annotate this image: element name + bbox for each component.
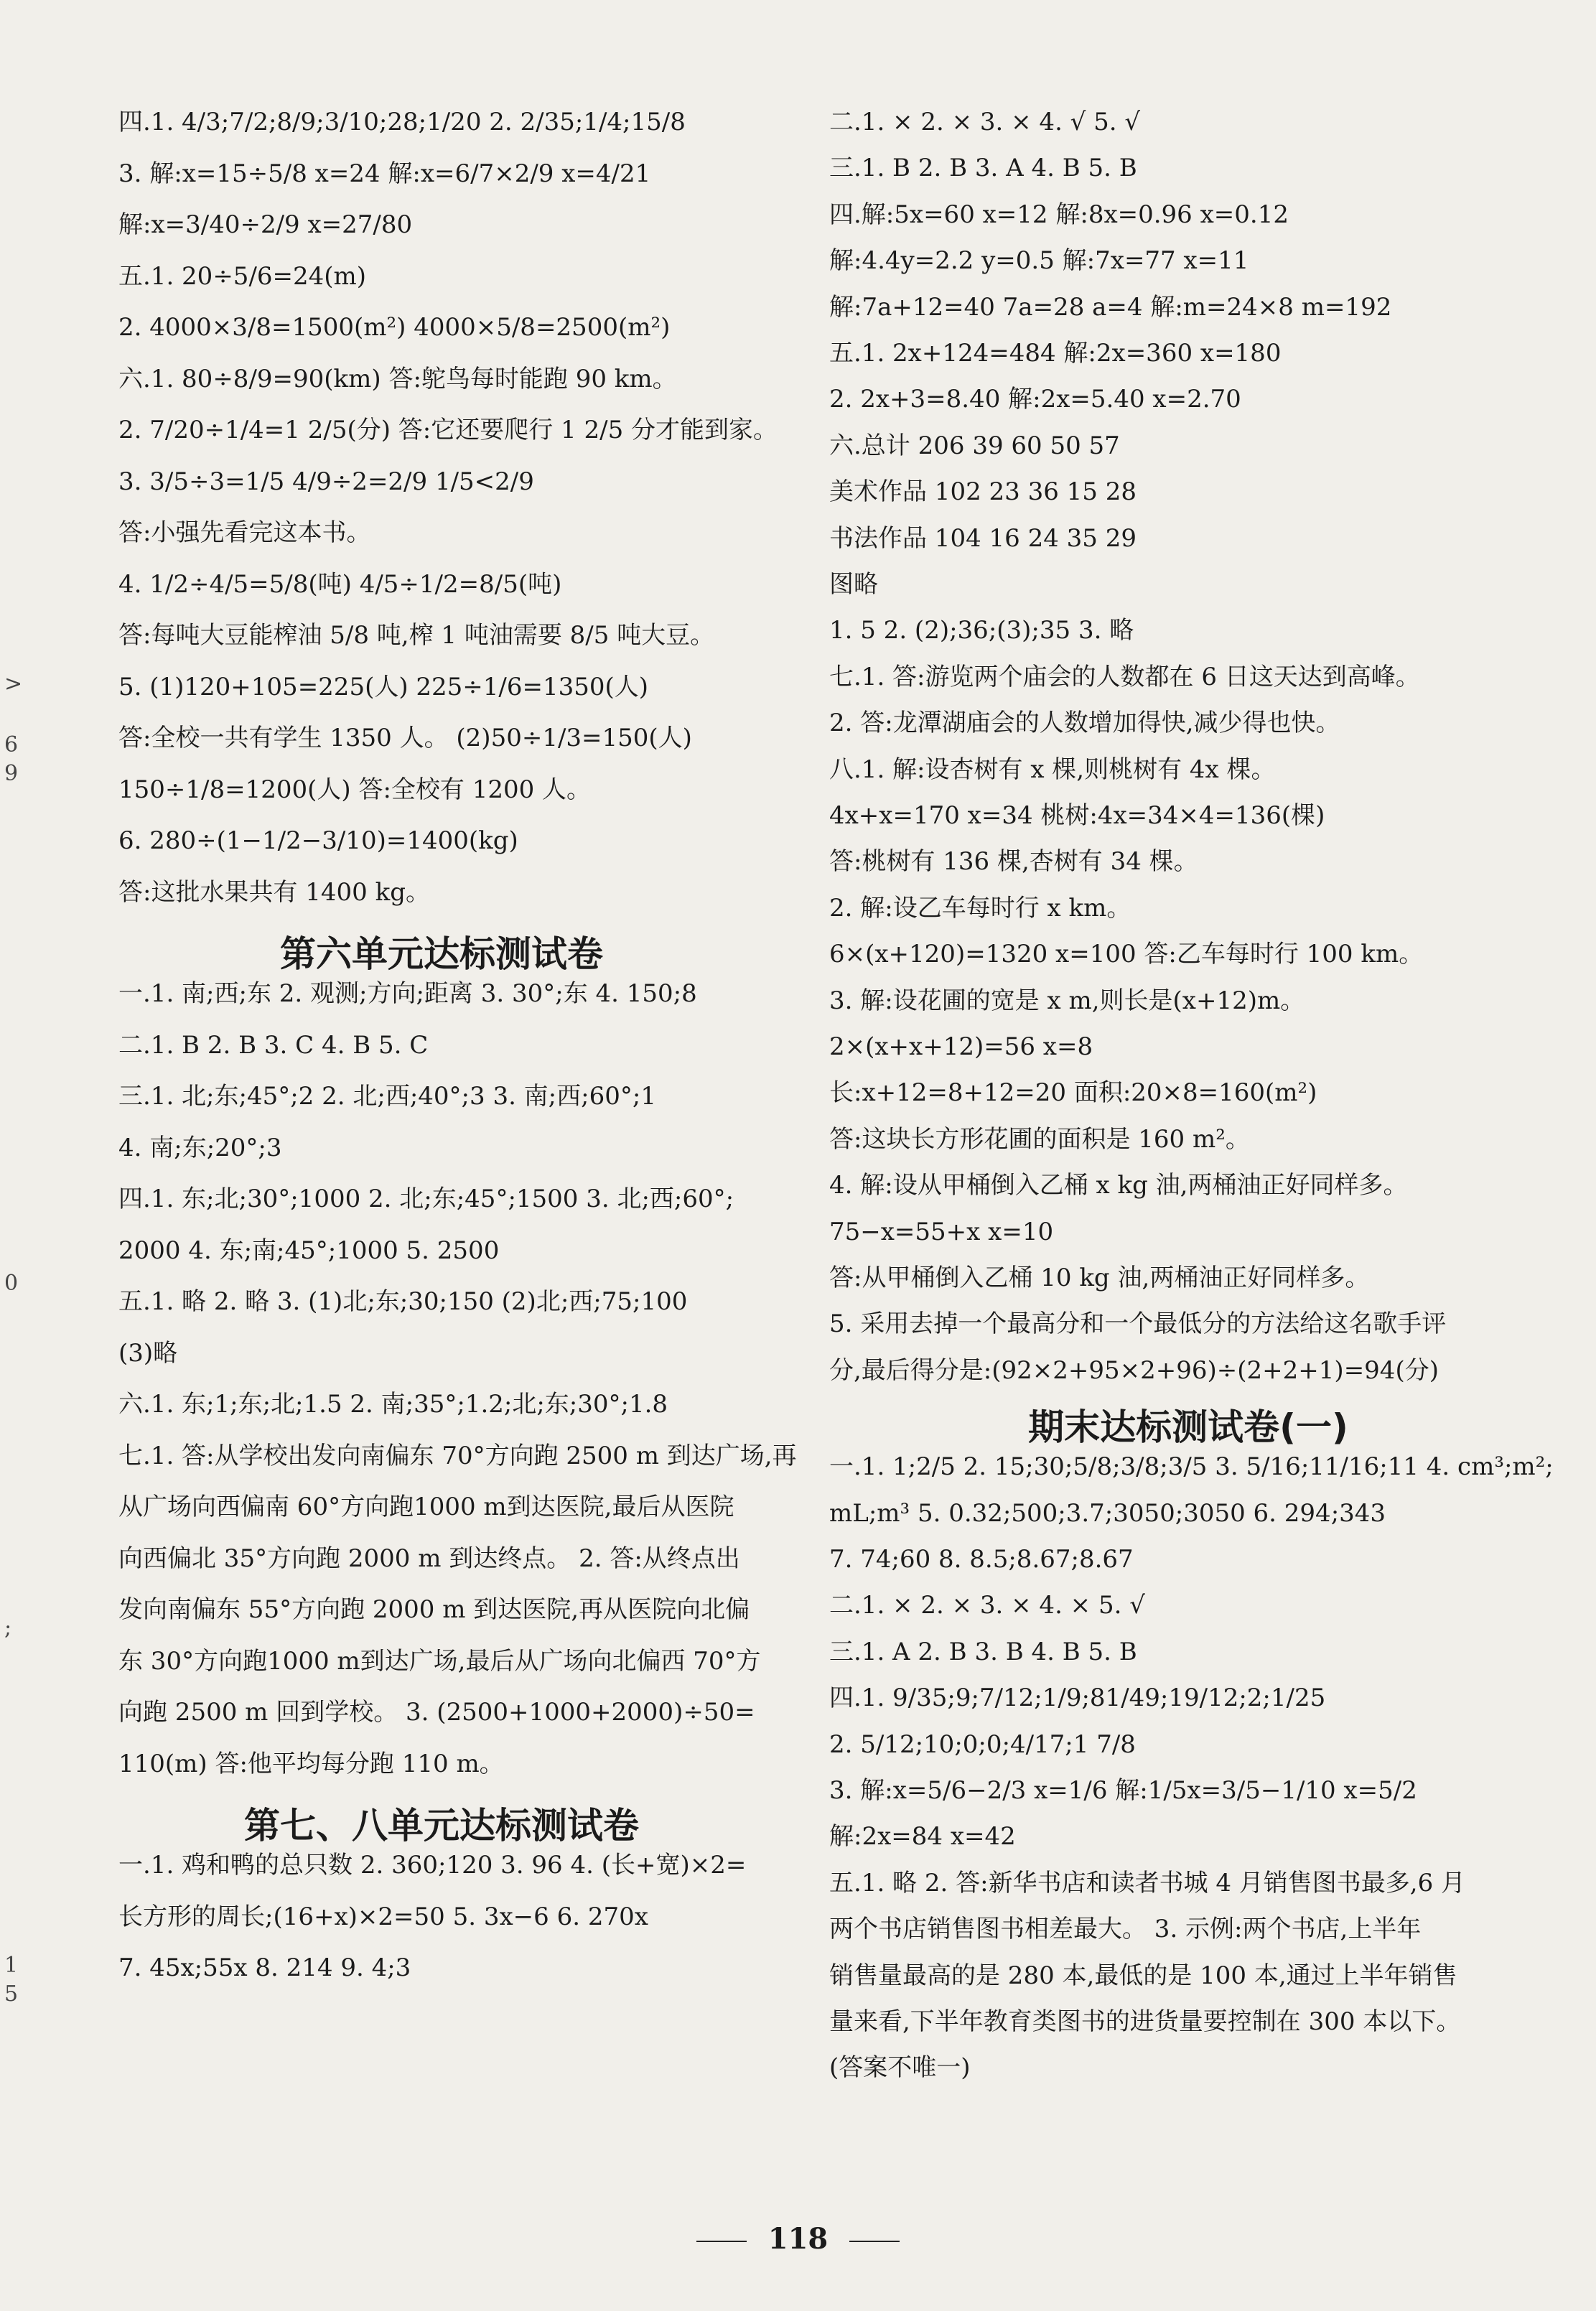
answer-line: 从广场向西偏南 60°方向跑1000 m到达医院,最后从医院 [118,1493,734,1521]
answer-line: 四.解:5x=60 x=12 解:8x=0.96 x=0.12 [829,200,1289,229]
answer-line: 八.1. 解:设杏树有 x 棵,则桃树有 4x 棵。 [829,755,1276,784]
answer-line: 2. 2x+3=8.40 解:2x=5.40 x=2.70 [829,385,1241,414]
margin-mark: ; [4,1615,12,1640]
answer-line: 图略 [829,570,878,599]
section-heading: 第六单元达标测试卷 [280,933,603,975]
answer-line: 三.1. B 2. B 3. A 4. B 5. B [829,154,1137,183]
dash-right [849,2241,900,2242]
answer-line: 4. 解:设从甲桶倒入乙桶 x kg 油,两桶油正好同样多。 [829,1171,1408,1200]
answer-line: 2. 7/20÷1/4=1 2/5(分) 答:它还要爬行 1 2/5 分才能到家。 [118,416,778,444]
answer-line: 5. (1)120+105=225(人) 225÷1/6=1350(人) [118,672,649,701]
answer-line: 3. 解:设花圃的宽是 x m,则长是(x+12)m。 [829,986,1305,1015]
answer-line: 书法作品 104 16 24 35 29 [829,523,1137,553]
answer-line: 一.1. 鸡和鸭的总只数 2. 360;120 3. 96 4. (长+宽)×2= [118,1851,747,1880]
answer-line: mL;m³ 5. 0.32;500;3.7;3050;3050 6. 294;343 [829,1498,1386,1528]
answer-line: 一.1. 南;西;东 2. 观测;方向;距离 3. 30°;东 4. 150;8 [118,979,697,1008]
answer-line: 五.1. 20÷5/6=24(m) [118,261,367,291]
answer-line: 向跑 2500 m 回到学校。 3. (2500+1000+2000)÷50= [118,1698,755,1727]
page-number-row [0,2222,1596,2256]
answer-line: 答:每吨大豆能榨油 5/8 吨,榨 1 吨油需要 8/5 吨大豆。 [118,621,715,650]
answer-line: 7. 45x;55x 8. 214 9. 4;3 [118,1953,411,1982]
answer-line: 解:x=3/40÷2/9 x=27/80 [118,210,413,239]
answer-line: 解:4.4y=2.2 y=0.5 解:7x=77 x=11 [829,246,1249,276]
dash-left [696,2241,747,2242]
answer-line: 七.1. 答:游览两个庙会的人数都在 6 日这天达到高峰。 [829,662,1420,691]
answer-line: 六.总计 206 39 60 50 57 [829,431,1120,460]
answer-line: 2. 4000×3/8=1500(m²) 4000×5/8=2500(m²) [118,313,671,342]
answer-line: 2. 5/12;10;0;0;4/17;1 7/8 [829,1729,1136,1759]
margin-mark: 6 [4,732,19,757]
answer-line: 四.1. 4/3;7/2;8/9;3/10;28;1/20 2. 2/35;1/4;15/8 [118,108,686,136]
answer-line: 二.1. × 2. × 3. × 4. × 5. √ [829,1591,1145,1620]
answer-line: 解:7a+12=40 7a=28 a=4 解:m=24×8 m=192 [829,292,1392,322]
answer-line: 2. 解:设乙车每时行 x km。 [829,893,1131,923]
section-heading: 期末达标测试卷(一) [1028,1406,1348,1449]
margin-mark: 5 [4,1981,19,2007]
answer-line: 五.1. 2x+124=484 解:2x=360 x=180 [829,339,1282,368]
margin-mark: > [4,671,23,696]
answer-line: 答:桃树有 136 棵,杏树有 34 棵。 [829,847,1198,877]
answer-line: 解:2x=84 x=42 [829,1822,1016,1852]
page-number: 118 [767,2222,829,2256]
answer-line: 发向南偏东 55°方向跑 2000 m 到达医院,再从医院向北偏 [118,1595,750,1624]
answer-line: 2×(x+x+12)=56 x=8 [829,1032,1093,1061]
answer-line: 4. 1/2÷4/5=5/8(吨) 4/5÷1/2=8/5(吨) [118,569,562,599]
margin-mark: 1 [4,1953,19,1978]
answer-line: 销售量最高的是 280 本,最低的是 100 本,通过上半年销售 [829,1961,1457,1990]
answer-line: 一.1. 1;2/5 2. 15;30;5/8;3/8;3/5 3. 5/16;11/16;11 4. cm³;m²; [829,1452,1554,1482]
section-heading: 第七、八单元达标测试卷 [244,1805,639,1847]
answer-line: 6. 280÷(1−1/2−3/10)=1400(kg) [118,826,518,855]
answer-line: 两个书店销售图书相差最大。 3. 示例:两个书店,上半年 [829,1915,1422,1944]
answer-line: 向西偏北 35°方向跑 2000 m 到达终点。 2. 答:从终点出 [118,1544,740,1573]
answer-line: 三.1. A 2. B 3. B 4. B 5. B [829,1637,1137,1666]
answer-line: 150÷1/8=1200(人) 答:全校有 1200 人。 [118,775,592,804]
answer-line: 五.1. 略 2. 答:新华书店和读者书城 4 月销售图书最多,6 月 [829,1868,1466,1897]
answer-line: 75−x=55+x x=10 [829,1217,1054,1246]
answer-line: 量来看,下半年教育类图书的进货量要控制在 300 本以下。 [829,2007,1461,2036]
answer-line: (3)略 [118,1338,178,1368]
answer-line: 答:小强先看完这本书。 [118,518,371,547]
answer-line: 四.1. 东;北;30°;1000 2. 北;东;45°;1500 3. 北;西;60°; [118,1185,734,1213]
answer-line: 4. 南;东;20°;3 [118,1133,282,1162]
answer-line: 2000 4. 东;南;45°;1000 5. 2500 [118,1236,500,1265]
answer-line: 长:x+12=8+12=20 面积:20×8=160(m²) [829,1078,1317,1108]
answer-line: 1. 5 2. (2);36;(3);35 3. 略 [829,616,1134,645]
answer-line: 答:全校一共有学生 1350 人。 (2)50÷1/3=150(人) [118,724,692,752]
answer-line: 7. 74;60 8. 8.5;8.67;8.67 [829,1545,1134,1574]
margin-mark: 0 [4,1271,19,1296]
answer-line: 3. 解:x=5/6−2/3 x=1/6 解:1/5x=3/5−1/10 x=5/2 [829,1776,1417,1805]
answer-line: 长方形的周长;(16+x)×2=50 5. 3x−6 6. 270x [118,1902,648,1931]
margin-mark: 9 [4,761,19,786]
answer-line: 五.1. 略 2. 略 3. (1)北;东;30;150 (2)北;西;75;100 [118,1287,688,1316]
answer-line: (答案不唯一) [829,2053,971,2083]
answer-line: 4x+x=170 x=34 桃树:4x=34×4=136(棵) [829,801,1325,830]
answer-line: 东 30°方向跑1000 m到达广场,最后从广场向北偏西 70°方 [118,1646,761,1676]
answer-line: 6×(x+120)=1320 x=100 答:乙车每时行 100 km。 [829,940,1424,969]
answer-line: 110(m) 答:他平均每分跑 110 m。 [118,1749,504,1778]
answer-line: 美术作品 102 23 36 15 28 [829,477,1137,507]
answer-line: 二.1. × 2. × 3. × 4. √ 5. √ [829,108,1141,136]
answer-line: 5. 采用去掉一个最高分和一个最低分的方法给这名歌手评 [829,1309,1447,1339]
answer-line: 分,最后得分是:(92×2+95×2+96)÷(2+2+1)=94(分) [829,1355,1439,1385]
answer-line: 四.1. 9/35;9;7/12;1/9;81/49;19/12;2;1/25 [829,1684,1326,1713]
answer-line: 三.1. 北;东;45°;2 2. 北;西;40°;3 3. 南;西;60°;1 [118,1082,656,1111]
answer-line: 答:这块长方形花圃的面积是 160 m²。 [829,1124,1250,1154]
answer-line: 答:这批水果共有 1400 kg。 [118,877,430,907]
answer-line: 六.1. 东;1;东;北;1.5 2. 南;35°;1.2;北;东;30°;1.8 [118,1390,668,1419]
answer-line: 答:从甲桶倒入乙桶 10 kg 油,两桶油正好同样多。 [829,1264,1370,1292]
answer-line: 2. 答:龙潭湖庙会的人数增加得快,减少得也快。 [829,709,1340,738]
answer-line: 七.1. 答:从学校出发向南偏东 70°方向跑 2500 m 到达广场,再 [118,1441,797,1470]
answer-line: 二.1. B 2. B 3. C 4. B 5. C [118,1030,429,1060]
answer-line: 六.1. 80÷8/9=90(km) 答:鸵鸟每时能跑 90 km。 [118,364,677,393]
answer-line: 3. 解:x=15÷5/8 x=24 解:x=6/7×2/9 x=4/21 [118,159,651,188]
answer-line: 3. 3/5÷3=1/5 4/9÷2=2/9 1/5<2/9 [118,467,534,496]
